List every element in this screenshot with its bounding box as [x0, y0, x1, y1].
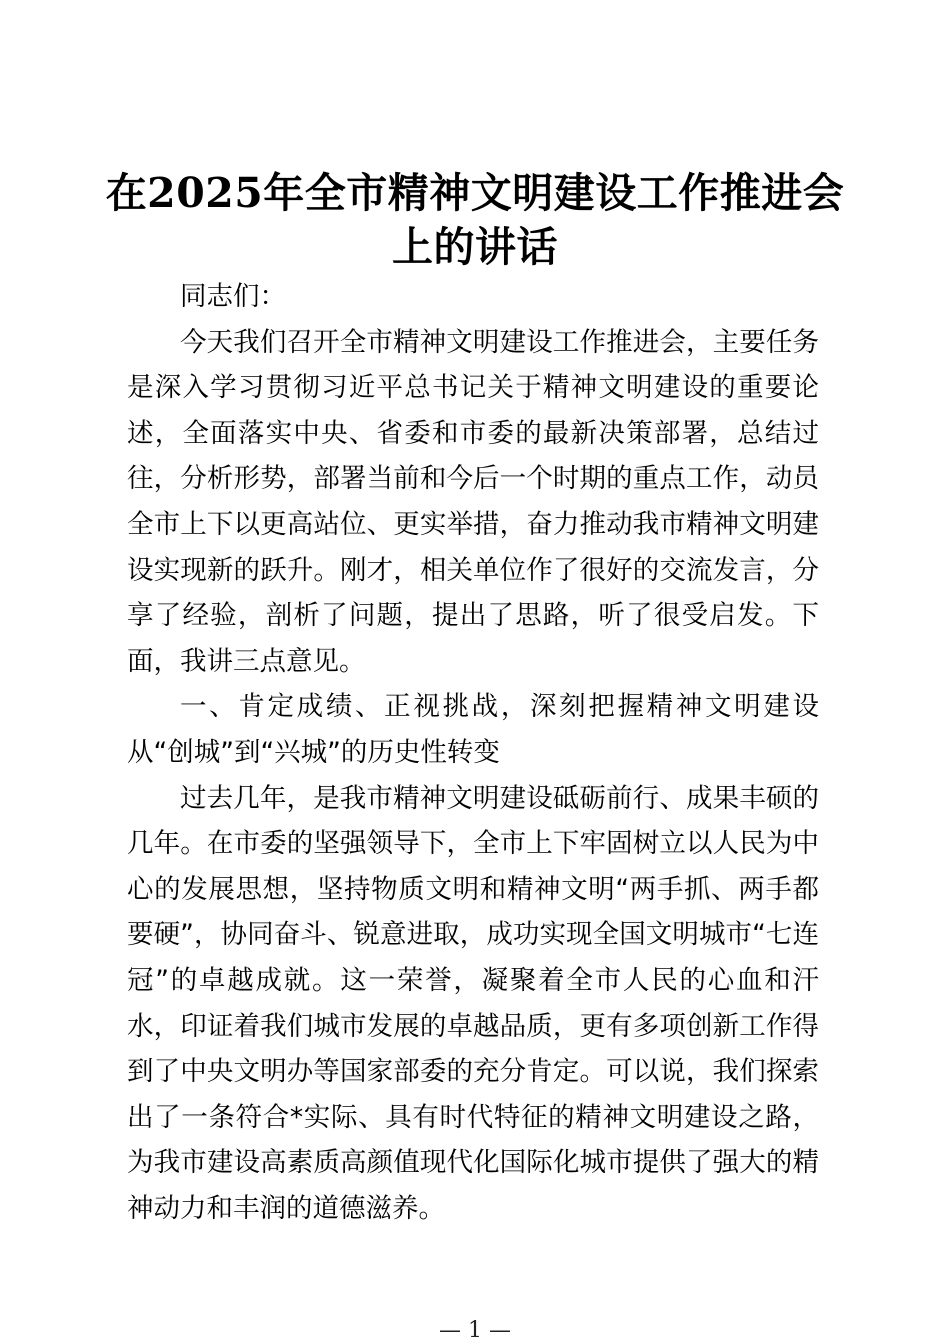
document-body	[127, 274, 819, 1231]
salutation: 同志们：	[180, 281, 286, 312]
section-heading-1: 一、肯定成绩、正视挑战，深刻把握精神文明建设从“创城”到“兴城”的历史性转变	[127, 691, 819, 768]
document-title: 在2025年全市精神文明建设工作推进会上的讲话	[105, 169, 845, 271]
paragraph-achievements: 过去几年，是我市精神文明建设砥砺前行、成果丰硕的几年。在市委的坚强领导下，全市上下牢固树立以人民为中心的发展思想，坚持物质文明和精神文明“两手抓、两手都要硬”，协同奋斗、锐意进取，成功实现全国文明城市“七连冠”的卓越成就。这一荣誉，凝聚着全市人民的心血和汗水，印证着我们城市发展的卓越品质，更有多项创新工作得到了中央文明办等国家部委的充分肯定。可以说，我们探索出了一条符合*实际、具有时代特征的精神文明建设之路，为我市建设高素质高颜值现代化国际化城市提供了强大的精神动力和丰润的道德滋养。	[127, 782, 819, 1224]
page-number: — 1 —	[439, 1318, 511, 1343]
paragraph-intro: 今天我们召开全市精神文明建设工作推进会，主要任务是深入学习贯彻习近平总书记关于精神文明建设的重要论述，全面落实中央、省委和市委的最新决策部署，总结过往，分析形势，部署当前和今后一个时期的重点工作，动员全市上下以更高站位、更实举措，奋力推动我市精神文明建设实现新的跃升。刚才，相关单位作了很好的交流发言，分享了经验，剖析了问题，提出了思路，听了很受启发。下面，我讲三点意见。	[127, 326, 819, 677]
